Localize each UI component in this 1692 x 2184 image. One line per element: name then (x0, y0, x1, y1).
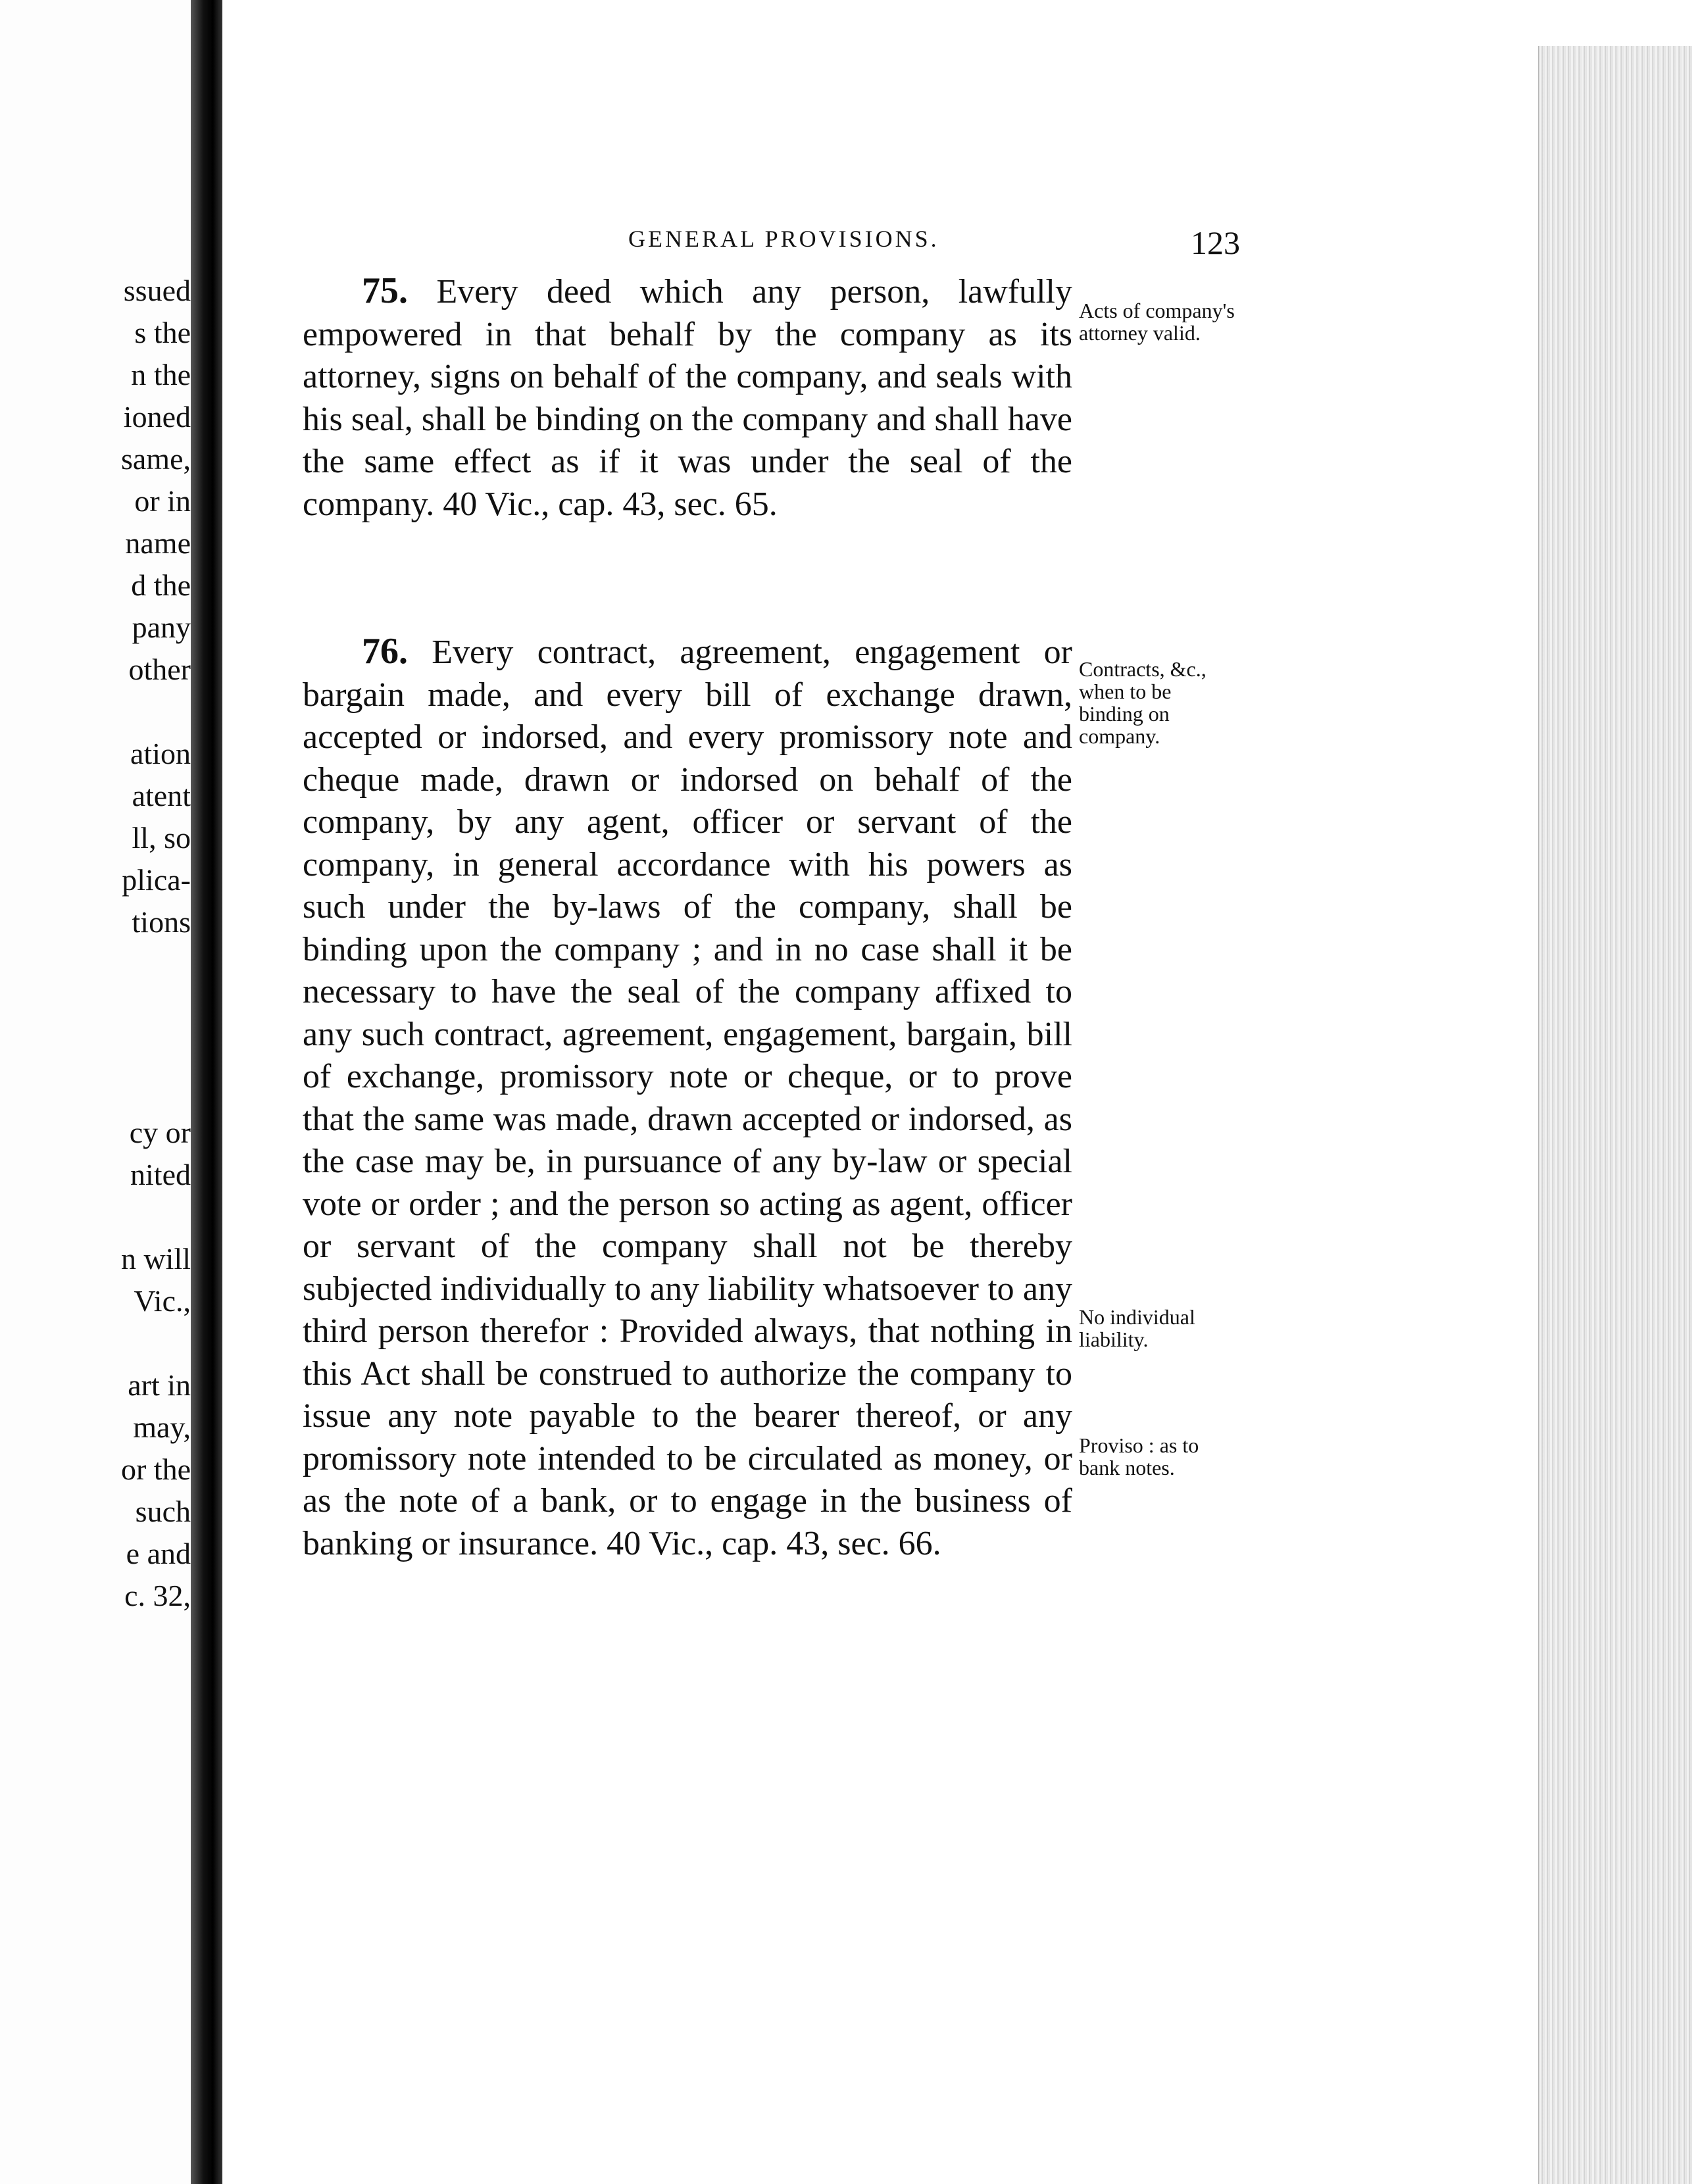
left-page-line: such (135, 1495, 191, 1528)
running-head: GENERAL PROVISIONS. (628, 226, 939, 252)
left-page-line: tions (132, 905, 191, 939)
section-75-paragraph (303, 270, 1072, 526)
section-75 (303, 270, 1072, 526)
left-page-line: name (125, 526, 191, 560)
margin-note-contracts: Contracts, &c., when to be binding on company. (1079, 657, 1207, 748)
left-page-line: c. 32, (124, 1579, 191, 1612)
left-page-line: plica- (122, 863, 191, 897)
left-page-line: d the (131, 568, 191, 602)
left-page-line: Vic., (134, 1284, 191, 1318)
margin-note-proviso: Proviso : as to bank notes. (1079, 1433, 1199, 1479)
section-76 (303, 630, 1072, 1565)
left-page-line: cy or (129, 1116, 191, 1149)
margin-note-liability: No individual liability. (1079, 1305, 1195, 1351)
left-page-line: ioned (123, 400, 191, 434)
left-page-line: s the (134, 316, 191, 349)
margin-note-attorney: Acts of company's attorney valid. (1079, 299, 1235, 345)
left-page-line: other (128, 653, 191, 686)
page-number: 123 (1191, 224, 1240, 261)
section-number: 76. (362, 631, 408, 672)
left-page-line: art in (128, 1368, 191, 1402)
left-page-line: n will (120, 1242, 191, 1276)
left-page-line: same, (120, 442, 191, 476)
left-page-line: n the (131, 358, 191, 391)
book-gutter (191, 0, 222, 2184)
left-page-line: atent (132, 779, 191, 812)
left-page-line: ll, so (132, 821, 191, 855)
left-page-line: ssued (123, 274, 191, 307)
left-page (0, 0, 191, 2184)
left-page-text (0, 270, 191, 1783)
section-text: Every deed which any person, lawfully empowered in that behalf by the company as its attorney, signs on behalf of the company, and seals with his seal, shall be binding on the company and shall have the same effect as if it was under the seal of the company. 40 Vic., cap. 43, sec. 65. (303, 273, 1073, 523)
left-page-line: or the (120, 1452, 191, 1486)
section-76-paragraph (303, 630, 1072, 1565)
left-page-line: may, (133, 1410, 191, 1444)
left-page-line: e and (126, 1537, 191, 1570)
page-edges (1538, 46, 1692, 2184)
section-text: Every contract, agreement, engagement or bargain made, and every bill of exchange drawn, accepted or indorsed, and every promissory note and cheque made, drawn or indorsed on behalf of the company, by any agent, officer or servant of the company, in general accordance with his powers as such under the by-laws of the company, shall be binding upon the company ; and in no case shall it be necessary to have the seal of the company affixed to any such contract, agreement, engagement, bargain, bill of exchange, promissory note or cheque, or to prove that the same was made, drawn accepted or indorsed, as the case may be, in pursuance of any by-law or special vote or order ; and the person so acting as agent, officer or servant of the company shall not be thereby subjected individually to any liability whatsoever to any third person therefor : Provided always, that nothing in this Act shall be construed to authorize the company to issue any note payable to the bearer thereof, or any promissory note intended to be circulated as money, or as the note of a bank, or to engage in the business of banking or insurance. 40 Vic., cap. 43, sec. 66. (303, 633, 1072, 1562)
left-page-line: pany (132, 610, 191, 644)
left-page-line: ation (130, 737, 191, 770)
left-page-line: or in (134, 484, 191, 518)
section-number: 75. (362, 270, 408, 311)
left-page-line: nited (130, 1158, 191, 1191)
